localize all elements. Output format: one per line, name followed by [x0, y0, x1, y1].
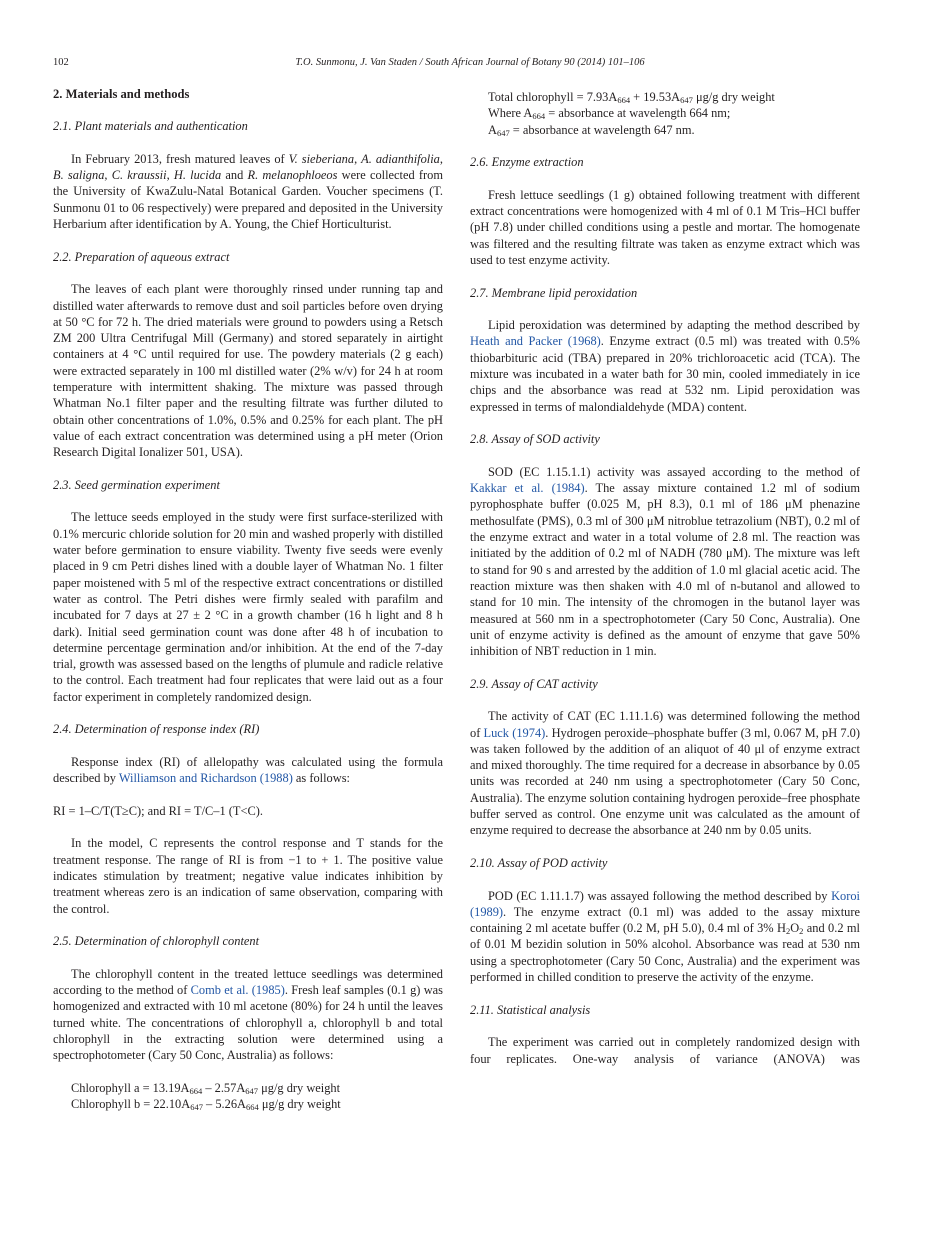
reference-link-kakkar[interactable]: Kakkar et al. (1984) — [470, 481, 585, 496]
heading-2-10: 2.10. Assay of POD activity — [470, 855, 608, 870]
paragraph-enzyme-extraction: Fresh lettuce seedlings (1 g) obtained following treatment with different extract concentrations were homogenized with 4 ml of 0.1 M Tris–HCl buffer (pH 7.8) under chilled conditions using a pestle and mortar. The homogenate was filtered and the resulting filtrate was taken as enzyme extract which was used to test enzyme activity. — [470, 187, 860, 267]
heading-2-1: 2.1. Plant materials and authentication — [53, 119, 248, 134]
left-column — [53, 86, 443, 1129]
heading-2-11: 2.11. Statistical analysis — [470, 1002, 591, 1017]
paragraph-ri-model: In the model, C represents the control response and T stands for the treatment response. The range of RI is from −1 to + 1. The positive value indicates stimulation by treatment; negative value indicates inhibition by treatment whereas zero is an indication of same observation, comparing with the control. — [53, 836, 443, 916]
running-head: T.O. Sunmonu, J. Van Staden / South African Journal of Botany 90 (2014) 101–106 — [295, 57, 645, 68]
reference-link-williamson[interactable]: Williamson and Richardson (1988) — [118, 771, 293, 786]
reference-link-heath[interactable]: Heath and Packer (1968) — [470, 334, 601, 349]
formula-chlorophyll-a: Chlorophyll $a = 13.19A_{664} - 2.57A_{647}$ μg/g dry weight — [71, 1080, 341, 1096]
paragraph-response-index: Response index (RI) of allelopathy was calculated using the formula described by Williamson and Richardson (1988) as follows: — [53, 754, 443, 786]
heading-2-7: 2.7. Membrane lipid peroxidation — [470, 285, 638, 300]
reference-link-comb[interactable]: Comb et al. (1985) — [190, 983, 285, 998]
species-name: A. adianthifolia — [361, 151, 440, 166]
heading-2-3: 2.3. Seed germination experiment — [53, 477, 220, 492]
page-number: 102 — [53, 57, 69, 68]
species-name: C. kraussii — [111, 168, 167, 183]
formula-chlorophyll-b: Chlorophyll $b = 22.10A_{647} - 5.26A_{664}$ μg/g dry weight — [71, 1097, 341, 1113]
species-name: R. melanophloeos — [247, 168, 338, 183]
species-name: V. sieberiana — [288, 151, 355, 166]
right-column — [470, 89, 860, 1083]
heading-2-5: 2.5. Determination of chlorophyll content — [53, 934, 260, 949]
paragraph-lipid-peroxidation: Lipid peroxidation was determined by adapting the method described by Heath and Packer (1968). Enzyme extract (0.5 ml) was treated with 0.5% thiobarbituric acid (TBA) prepared in 20% trichloroacetic acid (TCA). The mixture was incubated in a water bath for 30 min, cooled immediately in ice chips and the absorbance was read at 532 nm. Lipid peroxidation was expressed in terms of malondialdehyde (MDA) content. — [470, 318, 860, 414]
species-name: B. saligna — [53, 168, 105, 183]
paragraph-cat-assay: The activity of CAT (EC 1.11.1.6) was determined following the method of Luck (1974). Hydrogen peroxide–phosphate buffer (3 ml, 0.067 M, pH 7.0) was taken followed by the addition of an aliquot of 40 μl of enzyme extract and mixed thoroughly. The time required for a decrease in absorbance by 0.05 units was recorded at 240 nm using a spectrophotometer (Cary 50 Conc, Australia). The enzyme solution containing hydrogen peroxide–free phosphate buffer served as control. One enzyme unit was calculated as the amount of enzyme required to decrease the absorbance at 240 nm by 0.05 units. — [470, 709, 860, 838]
species-name: H. lucida — [173, 168, 222, 183]
formula-total-chlorophyll: Total chlorophyll = $7.93A_{664} + 19.53A_{647}$ μg/g dry weight — [488, 90, 775, 105]
reference-link-koroi[interactable]: Koroi (1989) — [470, 888, 860, 919]
heading-2-2: 2.2. Preparation of aqueous extract — [53, 249, 230, 264]
heading-2-6: 2.6. Enzyme extraction — [470, 155, 584, 170]
formula-a647: $A_{647}$ = absorbance at wavelength 647 nm. — [488, 122, 695, 138]
paragraph-statistical-analysis: The experiment was carried out in completely randomized design with four replicates. One-way analysis of variance (ANOVA) was — [470, 1035, 860, 1066]
reference-link-luck[interactable]: Luck (1974) — [483, 725, 546, 740]
formula-where-a664: Where $A_{664}$ = absorbance at wavelength 664 nm; — [488, 106, 731, 122]
formula-ri: RI = 1–C/T(T≥C); and RI = T/C–1 (T<C). — [53, 803, 263, 818]
paragraph-chlorophyll: The chlorophyll content in the treated lettuce seedlings was determined according to the method of Comb et al. (1985). Fresh leaf samples (0.1 g) was homogenized and extracted with 10 ml acetone (80%) for 24 h until the leaves turned white. The concentrations of chlorophyll a, chlorophyll b and total chlorophyll in the extracting solution were determined using a spectrophotometer (Cary 50 Conc, Australia) as follows: — [53, 966, 443, 1063]
paragraph-aqueous-extract: The leaves of each plant were thoroughly rinsed under running tap and distilled water afterwards to remove dust and soil particles before oven drying at 50 °C for 72 h. The dried materials were ground to powders using a Retsch ZM 200 Ultra Centrifugal Mill (Germany) and stored separately in airtight containers at 4 °C until required for use. The powdery materials (2 g each) were extracted separately in 100 ml distilled water (2% w/v) for 24 h at room temperature with intermittent shaking. The mixture was passed through Whatman No.1 filter paper and the resulting filtrate was further diluted to obtain other concentrations of 1.0%, 0.5% and 0.25% for each plant. The pH value of each extract concentration was determined using a pH meter (Orion Research Digital Ionalizer 501, USA). — [53, 282, 443, 460]
heading-2-4: 2.4. Determination of response index (RI) — [53, 722, 260, 737]
paragraph-plant-materials: In February 2013, fresh matured leaves of V. sieberiana, A. adianthifolia, B. saligna, C. kraussii, H. lucida and R. melanophloeos were collected from the University of KwaZulu-Natal Botanical Garden. Voucher specimens (T. Sunmonu 01 to 06 respectively) were prepared and deposited in the University Herbarium after identification by A. Young, the Chief Horticulturist. — [53, 151, 443, 232]
paragraph-seed-germination: The lettuce seeds employed in the study were first surface-sterilized with 0.1% mercuric chloride solution for 20 min and washed properly with distilled water before germination to ensure viability. Twenty five seeds were evenly placed in 9 cm Petri dishes lined with a double layer of Whatman No. 1 filter paper moistened with 5 ml of the respective extract concentrations or distilled water as control. The Petri dishes were firmly sealed with parafilm and incubated for 7 days at 27 ± 2 °C in a growth chamber (16 h light and 8 h dark). Initial seed germination count was done after 48 h of incubation to determine percentage germination and/or inhibition. At the end of the 7-day trial, growth was assessed based on the lengths of plumule and radicle relative to the control. Each treatment had four replicates that were laid out as a four factor experiment in completely randomized design. — [53, 510, 443, 704]
section-title: 2. Materials and methods — [53, 87, 190, 101]
heading-2-8: 2.8. Assay of SOD activity — [470, 432, 600, 447]
paragraph-sod-assay: SOD (EC 1.15.1.1) activity was assayed according to the method of Kakkar et al. (1984). The assay mixture contained 1.2 ml of sodium pyrophosphate buffer (0.025 M, pH 8.3), 0.1 ml of 186 μM phenazine methosulfate (PMS), 0.3 ml of 300 μM nitroblue tetrazolium (NBT), 0.2 ml of the enzyme extract and water in a total volume of 2.8 ml. The reaction was initiated by the addition of 0.2 ml of NADH (780 μM). The mixture was left to stand for 90 s and arrested by the addition of 1.0 ml glacial acetic acid. The reaction mixture was then shaken with 4.0 ml of n-butanol and allowed to stand for 10 min. The intensity of the chromogen in the butanol layer was measured at 560 nm in a spectrophotometer (Cary 50 Conc, Australia). One unit of enzyme activity is defined as the amount of enzyme that gave 50% inhibition of NBT reduction in 1 min. — [470, 464, 860, 659]
paragraph-pod-assay: POD (EC 1.11.1.7) was assayed following the method described by Koroi (1989). The enzyme extract (0.1 ml) was added to the assay mixture containing 2 ml acetate buffer (0.2 M, pH 5.0), 0.4 ml of 3% $H_2O_2$ and 0.2 ml of 0.01 M bezidin solution in 50% alcohol. Absorbance was read at 530 nm using a spectrophotometer (Cary 50 Conc, Australia) and the experiment was performed in chilled condition to preserve the activity of the enzyme. — [470, 888, 860, 985]
heading-2-9: 2.9. Assay of CAT activity — [470, 676, 598, 691]
